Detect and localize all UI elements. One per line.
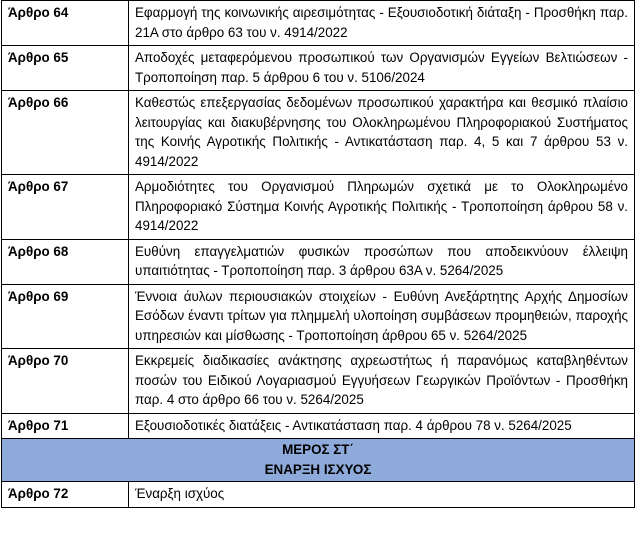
article-label: Άρθρο 68	[2, 239, 129, 284]
table-of-contents	[1, 0, 635, 508]
article-label: Άρθρο 72	[2, 482, 129, 508]
section-title: ΕΝΑΡΞΗ ΙΣΧΥΟΣ	[264, 461, 372, 477]
section-header-row	[2, 439, 635, 482]
article-label: Άρθρο 67	[2, 175, 129, 240]
section-part: ΜΕΡΟΣ ΣΤ΄	[282, 442, 354, 457]
article-label: Άρθρο 64	[2, 1, 129, 46]
article-row	[2, 239, 635, 284]
article-title: Εκκρεμείς διαδικασίες ανάκτησης αχρεωστήτως ή παρανόμως καταβληθέντων ποσών του Ειδικού Λογαριασμού Εγγυήσεων Γεωργικών Προϊόντων - Προσθήκη παρ. 4 στο άρθρο 66 του ν. 5264/2025	[129, 349, 635, 414]
article-row	[2, 284, 635, 349]
article-label: Άρθρο 66	[2, 91, 129, 175]
article-row	[2, 1, 635, 46]
article-title: Εξουσιοδοτικές διατάξεις - Αντικατάσταση παρ. 4 άρθρου 78 ν. 5264/2025	[129, 413, 635, 439]
article-title: Αποδοχές μεταφερόμενου προσωπικού των Οργανισμών Εγγείων Βελτιώσεων - Τροποποίηση παρ. 5 άρθρου 6 του ν. 5106/2024	[129, 46, 635, 91]
article-row	[2, 413, 635, 439]
article-row	[2, 349, 635, 414]
article-title: Έννοια άυλων περιουσιακών στοιχείων - Ευθύνη Ανεξάρτητης Αρχής Δημοσίων Εσόδων έναντι τρίτων για πλημμελή υλοποίηση συμβάσεων προμηθειών, παροχής υπηρεσιών και μίσθωσης - Τροποποίηση άρθρου 65 ν. 5264/2025	[129, 284, 635, 349]
article-title: Ευθύνη επαγγελματιών φυσικών προσώπων που αποδεικνύουν έλλειψη υπαιτιότητας - Τροποποίηση παρ. 3 άρθρου 63Α ν. 5264/2025	[129, 239, 635, 284]
section-header-cell	[2, 439, 635, 482]
article-title: Έναρξη ισχύος	[129, 482, 635, 508]
article-label: Άρθρο 71	[2, 413, 129, 439]
article-label: Άρθρο 65	[2, 46, 129, 91]
articles-after-section	[2, 482, 635, 508]
article-row	[2, 91, 635, 175]
article-label: Άρθρο 69	[2, 284, 129, 349]
article-title: Αρμοδιότητες του Οργανισμού Πληρωμών σχετικά με το Ολοκληρωμένο Πληροφοριακό Σύστημα Κοινής Αγροτικής Πολιτικής - Τροποποίηση άρθρου 58 ν. 4914/2022	[129, 175, 635, 240]
article-label: Άρθρο 70	[2, 349, 129, 414]
article-row	[2, 482, 635, 508]
section-header	[2, 439, 635, 482]
article-title: Εφαρμογή της κοινωνικής αιρεσιμότητας - Εξουσιοδοτική διάταξη - Προσθήκη παρ. 21Α στο άρθρο 63 του ν. 4914/2022	[129, 1, 635, 46]
article-row	[2, 46, 635, 91]
articles-before-section	[2, 1, 635, 439]
article-title: Καθεστώς επεξεργασίας δεδομένων προσωπικού χαρακτήρα και θεσμικό πλαίσιο λειτουργίας και διακυβέρνησης του Ολοκληρωμένου Πληροφοριακού Συστήματος της Κοινής Αγροτικής Πολιτικής - Αντικατάσταση παρ. 4, 5 και 7 άρθρου 53 ν. 4914/2022	[129, 91, 635, 175]
article-row	[2, 175, 635, 240]
